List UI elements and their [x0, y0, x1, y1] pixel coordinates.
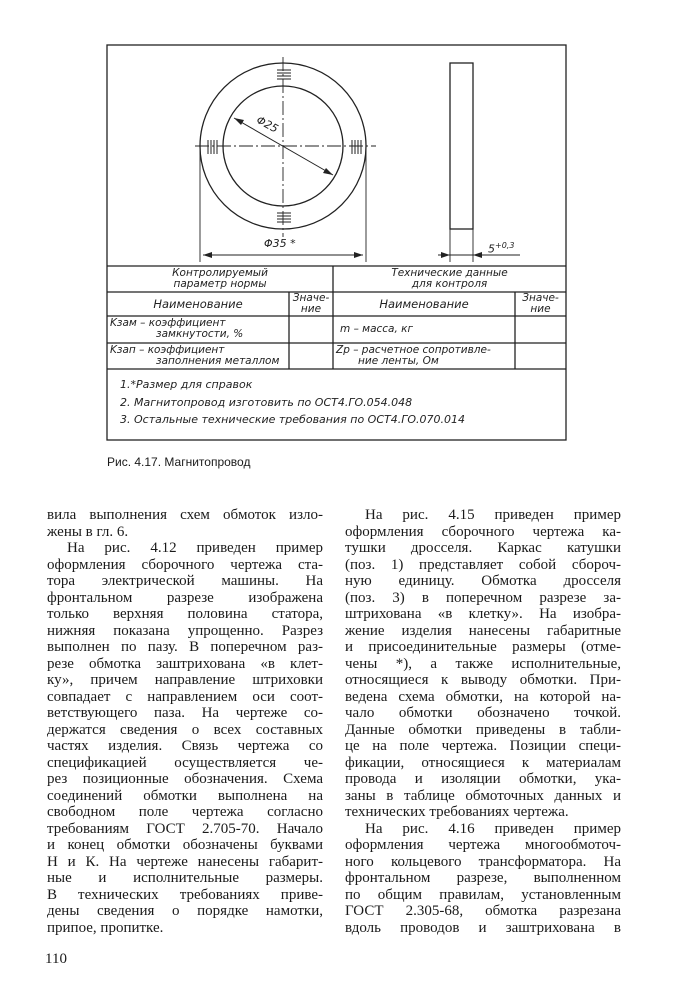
text-line — [345, 705, 621, 722]
text-line-content: соединений обмотки выполнена на — [47, 787, 323, 804]
figure-caption: Рис. 4.17. Магнитопровод — [107, 455, 251, 469]
inner-diameter-label: Φ25 — [254, 113, 281, 136]
header-value-line: Значе- — [292, 292, 330, 304]
text-line-content: спецификацией осуществляется че- — [47, 754, 323, 771]
text-line-content: Н и К. На чертеже нанесены габарит- — [47, 853, 323, 870]
table-row-1-right: m – масса, кг — [340, 323, 414, 335]
header-value-line: Значе- — [522, 292, 559, 304]
text-line-content: На рис. 4.12 приведен пример — [67, 540, 323, 556]
page-number: 110 — [45, 951, 67, 967]
text-line — [345, 672, 621, 689]
text-column-left — [47, 507, 323, 936]
text-line — [345, 788, 621, 805]
text-line-content: В технических требованиях приве- — [47, 886, 323, 903]
text-line — [47, 689, 323, 706]
text-line-content: провода и изоляции обмотки, ука- — [345, 771, 621, 787]
text-line — [47, 788, 323, 805]
table-group-left-line: параметр нормы — [173, 278, 267, 290]
text-line-content: ную единицу. Обмотка дросселя — [345, 573, 621, 589]
text-line — [345, 920, 621, 937]
cell-line: заполнения металлом — [156, 355, 280, 367]
text-line-content: технических требованиях чертежа. — [345, 804, 569, 820]
text-line — [345, 540, 621, 557]
text-line — [47, 524, 323, 541]
text-line — [345, 656, 621, 673]
text-line — [345, 821, 621, 838]
text-line — [345, 606, 621, 623]
text-line — [47, 804, 323, 821]
text-line-content: нижняя показана упрощенно. Разрез — [47, 622, 323, 639]
text-line-content: (поз. 1) представляет собой сбороч- — [345, 556, 621, 573]
text-line-content: фронтальном разрезе, выполненном — [345, 870, 621, 886]
text-line-content: только верхняя половина статора, — [47, 606, 323, 622]
text-line — [47, 837, 323, 854]
text-line-content: фронтальном разрезе изображена — [47, 589, 323, 606]
text-line-content: На рис. 4.15 приведен пример — [365, 507, 621, 523]
magnetic-core-drawing — [0, 0, 693, 450]
text-line — [345, 639, 621, 656]
text-line-content: ведена схема обмотки, на которой на- — [345, 688, 621, 705]
text-line — [47, 903, 323, 920]
header-value-line: ние — [300, 303, 322, 315]
text-line-content: ные и исполнительные размеры. — [47, 870, 323, 886]
text-line-content: штрихована «в клетку». На изобра- — [345, 606, 621, 622]
cell-line: ние ленты, Ом — [358, 355, 439, 367]
text-line-content: ного кольцевого трансформатора. На — [345, 853, 621, 870]
text-line — [47, 672, 323, 689]
text-line — [47, 507, 323, 524]
text-line — [345, 755, 621, 772]
thickness-tolerance: +0,3 — [495, 241, 515, 250]
text-line — [47, 623, 323, 640]
table-group-right-line: Технические данные — [391, 267, 508, 279]
text-line — [345, 887, 621, 904]
table-row-2-left — [110, 345, 279, 367]
text-line-content: заны в таблице обмоточных данных и — [345, 787, 621, 804]
text-column-right — [345, 507, 621, 936]
text-line-content: (поз. 3) в поперечном разрезе за- — [345, 589, 621, 606]
text-line — [47, 887, 323, 904]
text-line-content: тора электрической машины. На — [47, 573, 323, 589]
text-line-content: це на поле чертежа. Позиции специ- — [345, 738, 621, 754]
text-line — [47, 656, 323, 673]
text-line — [47, 920, 323, 937]
text-line — [47, 771, 323, 788]
thickness-label — [488, 240, 514, 255]
text-line — [47, 755, 323, 772]
text-line — [345, 854, 621, 871]
text-line — [345, 722, 621, 739]
table-group-left-line: Контролируемый — [172, 267, 268, 279]
table-header-name-left: Наименование — [153, 297, 243, 311]
text-line-content: выполнен по пазу. В поперечном раз- — [47, 639, 323, 655]
text-line-content: вила выполнения схем обмоток изло- — [47, 507, 323, 523]
text-line-content: требованиям ГОСТ 2.705-70. Начало — [47, 820, 323, 837]
text-line — [47, 854, 323, 871]
cell-line: Zр – расчетное сопротивле- — [336, 344, 491, 356]
text-line-content: оформления сборочного чертежа ка- — [345, 523, 621, 540]
text-line-content: ветствующего паза. На чертеже со- — [47, 705, 323, 721]
text-line-content: ГОСТ 2.305-68, обмотка разрезана — [345, 903, 621, 919]
cell-line: Kзап – коэффициент — [110, 344, 225, 356]
table-header-value-right — [515, 293, 566, 315]
text-line-content: оформления сборочного чертежа ста- — [47, 556, 323, 573]
text-line — [345, 524, 621, 541]
text-line-content: частях изделия. Связь чертежа со — [47, 738, 323, 754]
header-value-line: ние — [530, 303, 551, 315]
text-line-content: по общим правилам, установленным — [345, 886, 621, 903]
table-group-left — [107, 268, 333, 290]
table-header-name-right: Наименование — [379, 297, 469, 311]
text-line — [47, 821, 323, 838]
text-line-content: тушки дросселя. Каркас катушки — [345, 540, 621, 556]
text-line-content: резе обмотка заштрихована «в клет- — [47, 655, 323, 672]
cell-line: Kзам – коэффициент — [110, 317, 226, 329]
drawing-note-2: 2. Магнитопровод изготовить по ОСТ4.ГО.054.048 — [120, 396, 413, 409]
text-line — [345, 837, 621, 854]
text-line-content: рез позиционные обозначения. Схема — [47, 771, 323, 787]
text-line-content: и присоединительные размеры (отме- — [345, 639, 621, 655]
text-line-content: чены *), а также исполнительные, — [345, 655, 621, 672]
text-line — [47, 557, 323, 574]
text-line-content: фикации, относящиеся к материалам — [345, 754, 621, 771]
table-group-right — [333, 268, 566, 290]
text-line — [47, 540, 323, 557]
text-line-content: вдоль проводов и заштрихована в — [345, 919, 621, 936]
drawing-note-3: 3. Остальные технические требования по ОСТ4.ГО.070.014 — [120, 413, 465, 426]
text-line-content: Данные обмотки приведены в табли- — [345, 721, 621, 738]
table-row-2-right — [336, 345, 491, 367]
text-line — [345, 903, 621, 920]
outer-diameter-label: Φ35 * — [264, 237, 296, 250]
text-line — [47, 705, 323, 722]
text-line-content: совпадает с направлением оси соот- — [47, 688, 323, 705]
table-row-1-left — [110, 318, 243, 340]
text-line — [47, 870, 323, 887]
text-line — [345, 573, 621, 590]
text-line — [47, 606, 323, 623]
text-line — [47, 590, 323, 607]
cell-line: замкнутости, % — [156, 328, 244, 340]
text-line — [345, 771, 621, 788]
text-line — [345, 590, 621, 607]
text-line — [345, 507, 621, 524]
text-line — [47, 639, 323, 656]
drawing-note-1: 1.*Размер для справок — [120, 378, 253, 391]
text-line-content: дены сведения о порядке намотки, — [47, 903, 323, 919]
table-group-right-line: для контроля — [411, 278, 488, 290]
text-line-content: ку», причем направление штриховки — [47, 672, 323, 688]
text-line — [47, 722, 323, 739]
text-line-content: относящиеся к выводу обмотки. При- — [345, 672, 621, 688]
text-line-content: жение изделия нанесены габаритные — [345, 622, 621, 639]
text-line-content: оформления чертежа многообмоточ- — [345, 837, 621, 853]
text-line-content: свободном поле чертежа согласно — [47, 804, 323, 820]
text-line-content: припое, пропитке. — [47, 919, 164, 936]
table-header-value-left — [289, 293, 333, 315]
text-line — [345, 623, 621, 640]
text-line — [345, 557, 621, 574]
text-line-content: жены в гл. 6. — [47, 523, 129, 540]
text-line-content: На рис. 4.16 приведен пример — [365, 820, 621, 837]
text-line — [345, 804, 621, 821]
text-line-content: и конец обмотки обозначены буквами — [47, 837, 323, 853]
text-line — [47, 738, 323, 755]
text-line — [47, 573, 323, 590]
thickness-value: 5 — [488, 242, 495, 256]
text-line — [345, 689, 621, 706]
text-line — [345, 738, 621, 755]
text-line — [345, 870, 621, 887]
text-line-content: чало обмотки обозначено точкой. — [345, 705, 621, 721]
text-line-content: держатся сведения о всех составных — [47, 721, 323, 738]
